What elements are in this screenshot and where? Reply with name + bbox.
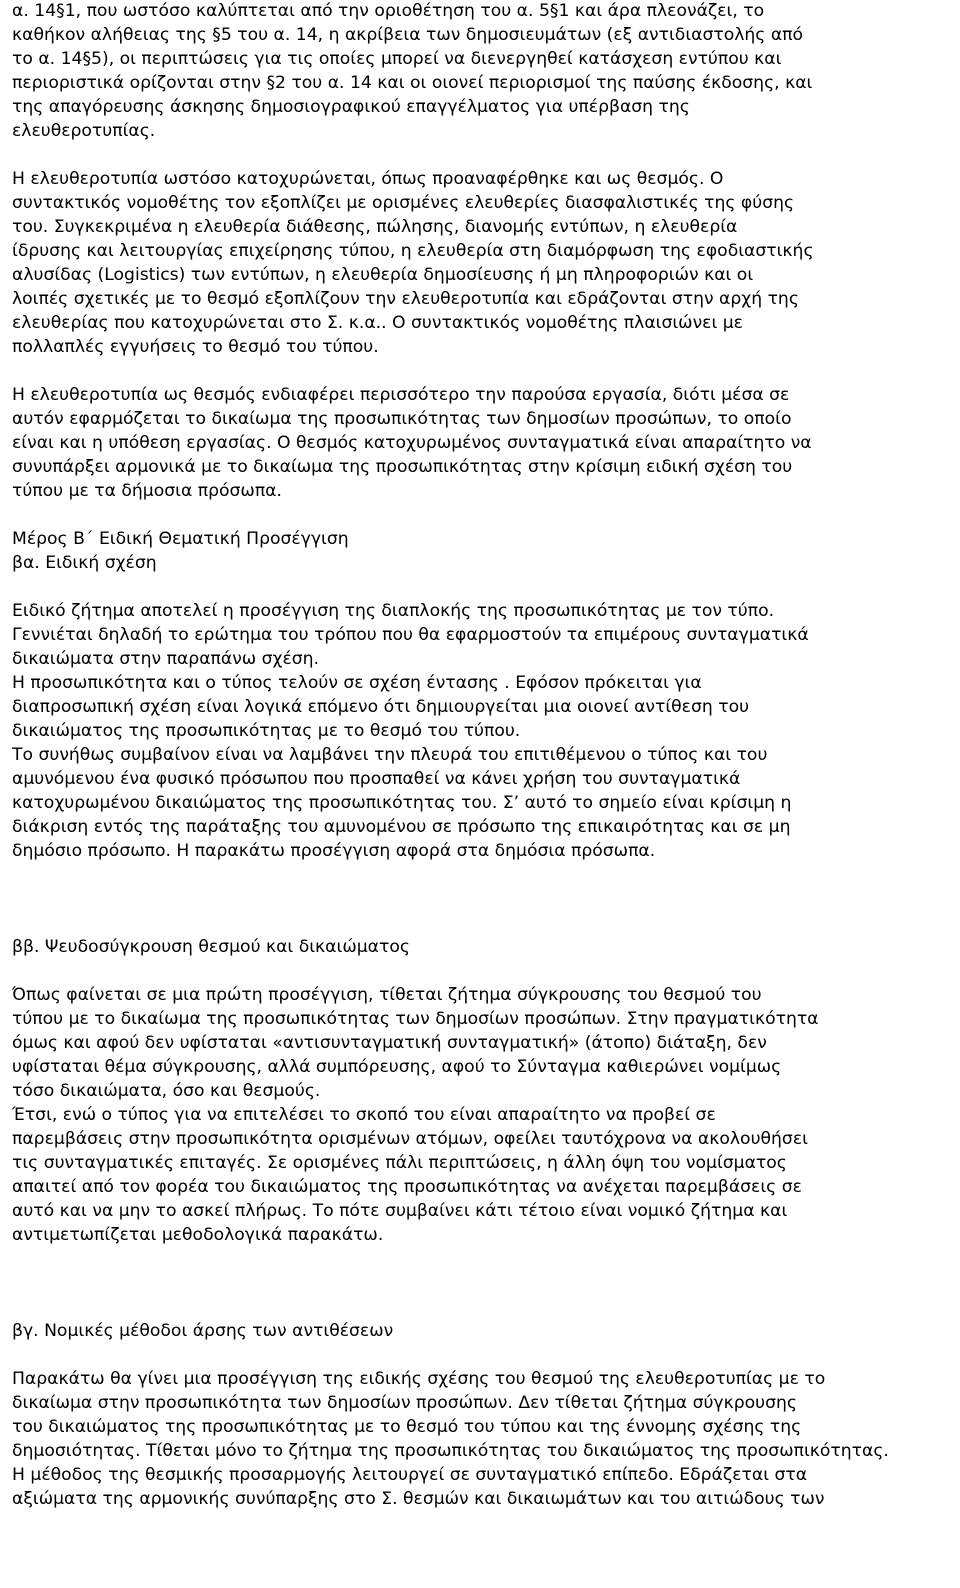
paragraph-press-freedom: Η ελευθεροτυπία ωστόσο κατοχυρώνεται, όπως προαναφέρθηκε και ως θεσμός. Ο συντακτικός νομοθέτης τον εξοπλίζει με ορισμένες ελευθερίες διασφαλιστικές της φύσης του. Συγκεκριμένα η ελευθερία διάθεσης, πώλησης, διανομής εντύπων, η ελευθερία ίδρυσης και λειτουργίας επιχείρησης τύπου, η ελευθερία στη διαμόρφωση της εφοδιαστικής αλυσίδας (Logistics) των εντύπων, η ελευθερία δημοσίευσης ή μη πληροφοριών και οι λοιπές σχετικές με το θεσμό εξοπλίζουν την ελευθεροτυπία και εδράζονται στην αρχή της ελευθερίας που κατοχυρώνεται στο Σ. κ.α.. Ο συντακτικός νομοθέτης πλαισιώνει με πολλαπλές εγγυήσεις το θεσμό του τύπου. — [12, 169, 814, 357]
spacer — [12, 959, 952, 983]
heading-part-b: Μέρος Β΄ Ειδική Θεματική Προσέγγιση — [12, 529, 349, 549]
paragraph-ba: Ειδικό ζήτημα αποτελεί η προσέγγιση της διαπλοκής της προσωπικότητας με τον τύπο. Γεννιέται δηλαδή το ερώτημα του τρόπου που θα εφαρμοστούν τα επιμέρους συνταγματικά δικαιώματα στην παραπάνω σχέση. Η προσωπικότητα και ο τύπος τελούν σε σχέση έντασης . Εφόσον πρόκειται για διαπροσωπική σχέση είναι λογικά επόμενο ότι δημιουργείται μια οιονεί αντίθεση του δικαιώματος της προσωπικότητας με το θεσμό του τύπου. Το συνήθως συμβαίνον είναι να λαμβάνει την πλευρά του επιτιθέμενου ο τύπος και του αμυνόμενου ένα φυσικό πρόσωπου που προσπαθεί να κάνει χρήση του συνταγματικά κατοχυρωμένου δικαιώματος της προσωπικότητας του. Σ’ αυτό το σημείο είναι κρίσιμη η διάκριση εντός της παράταξης του αμυνομένου σε πρόσωπο της επικαιρότητας και σε μη δημόσιο πρόσωπο. Η παρακάτω προσέγγιση αφορά στα δημόσια πρόσωπα. — [12, 601, 809, 861]
spacer — [12, 503, 952, 527]
heading-bg: βγ. Νομικές μέθοδοι άρσης των αντιθέσεων — [12, 1321, 394, 1341]
spacer — [12, 143, 952, 167]
spacer — [12, 863, 952, 935]
spacer — [12, 359, 952, 383]
paragraph-bg: Παρακάτω θα γίνει μια προσέγγιση της ειδικής σχέσης του θεσμού της ελευθεροτυπίας με το δικαίωμα στην προσωπικότητα των δημοσίων προσώπων. Δεν τίθεται ζήτημα σύγκρουσης του δικαιώματος της προσωπικότητας με το θεσμό του τύπου και της έννομης σχέσης της δημοσιότητας. Τίθεται μόνο το ζήτημα της προσωπικότητας του δικαιώματος της προσωπικότητας. Η μέθοδος της θεσμικής προσαρμογής λειτουργεί σε συνταγματικό επίπεδο. Εδράζεται στα αξιώματα της αρμονικής συνύπαρξης στο Σ. θεσμών και δικαιωμάτων και του αιτιώδους των — [12, 1369, 889, 1509]
paragraph-institution: Η ελευθεροτυπία ως θεσμός ενδιαφέρει περισσότερο την παρούσα εργασία, διότι μέσα σε αυτόν εφαρμόζεται το δικαίωμα της προσωπικότητας των δημοσίων προσώπων, το οποίο είναι και η υπόθεση εργασίας. Ο θεσμός κατοχυρωμένος συνταγματικά είναι απαραίτητο να συνυπάρξει αρμονικά με το δικαίωμα της προσωπικότητας στην κρίσιμη ειδική σχέση του τύπου με τα δήμοσια πρόσωπα. — [12, 385, 812, 501]
spacer — [12, 1247, 952, 1319]
paragraph-intro: α. 14§1, που ωστόσο καλύπτεται από την οριοθέτηση του α. 5§1 και άρα πλεονάζει, το καθήκον αλήθειας της §5 του α. 14, η ακρίβεια των δημοσιευμάτων (εξ αντιδιαστολής από το α. 14§5), οι περιπτώσεις για τις οποίες μπορεί να διενεργηθεί κατάσχεση εντύπου και περιοριστικά ορίζονται στην §2 του α. 14 και οι οιονεί περιορισμοί της παύσης έκδοσης, και της απαγόρευσης άσκησης δημοσιογραφικού επαγγέλματος για υπέρβαση της ελευθεροτυπίας. — [12, 1, 813, 141]
spacer — [12, 575, 952, 599]
spacer — [12, 1343, 952, 1367]
heading-bb: ββ. Ψευδοσύγκρουση θεσμού και δικαιώματος — [12, 937, 410, 957]
heading-ba: βα. Ειδική σχέση — [12, 553, 157, 573]
paragraph-bb: Όπως φαίνεται σε μια πρώτη προσέγγιση, τίθεται ζήτημα σύγκρουσης του θεσμού του τύπου με το δικαίωμα της προσωπικότητας των δημοσίων προσώπων. Στην πραγματικότητα όμως και αφού δεν υφίσταται «αντισυνταγματική συνταγματική» (άτοπο) διάταξη, δεν υφίσταται θέμα σύγκρουσης, αλλά συμπόρευσης, αφού το Σύνταγμα καθιερώνει νομίμως τόσο δικαιώματα, όσο και θεσμούς. Έτσι, ενώ ο τύπος για να επιτελέσει το σκοπό του είναι απαραίτητο να προβεί σε παρεμβάσεις στην προσωπικότητα ορισμένων ατόμων, οφείλει ταυτόχρονα να ακολουθήσει τις συνταγματικές επιταγές. Σε ορισμένες πάλι περιπτώσεις, η άλλη όψη του νομίσματος απαιτεί από τον φορέα του δικαιώματος της προσωπικότητας να ανέχεται παρεμβάσεις σε αυτό και να μην το ασκεί πλήρως. Το πότε συμβαίνει κάτι τέτοιο είναι νομικό ζήτημα και αντιμετωπίζεται μεθοδολογικά παρακάτω. — [12, 985, 819, 1245]
